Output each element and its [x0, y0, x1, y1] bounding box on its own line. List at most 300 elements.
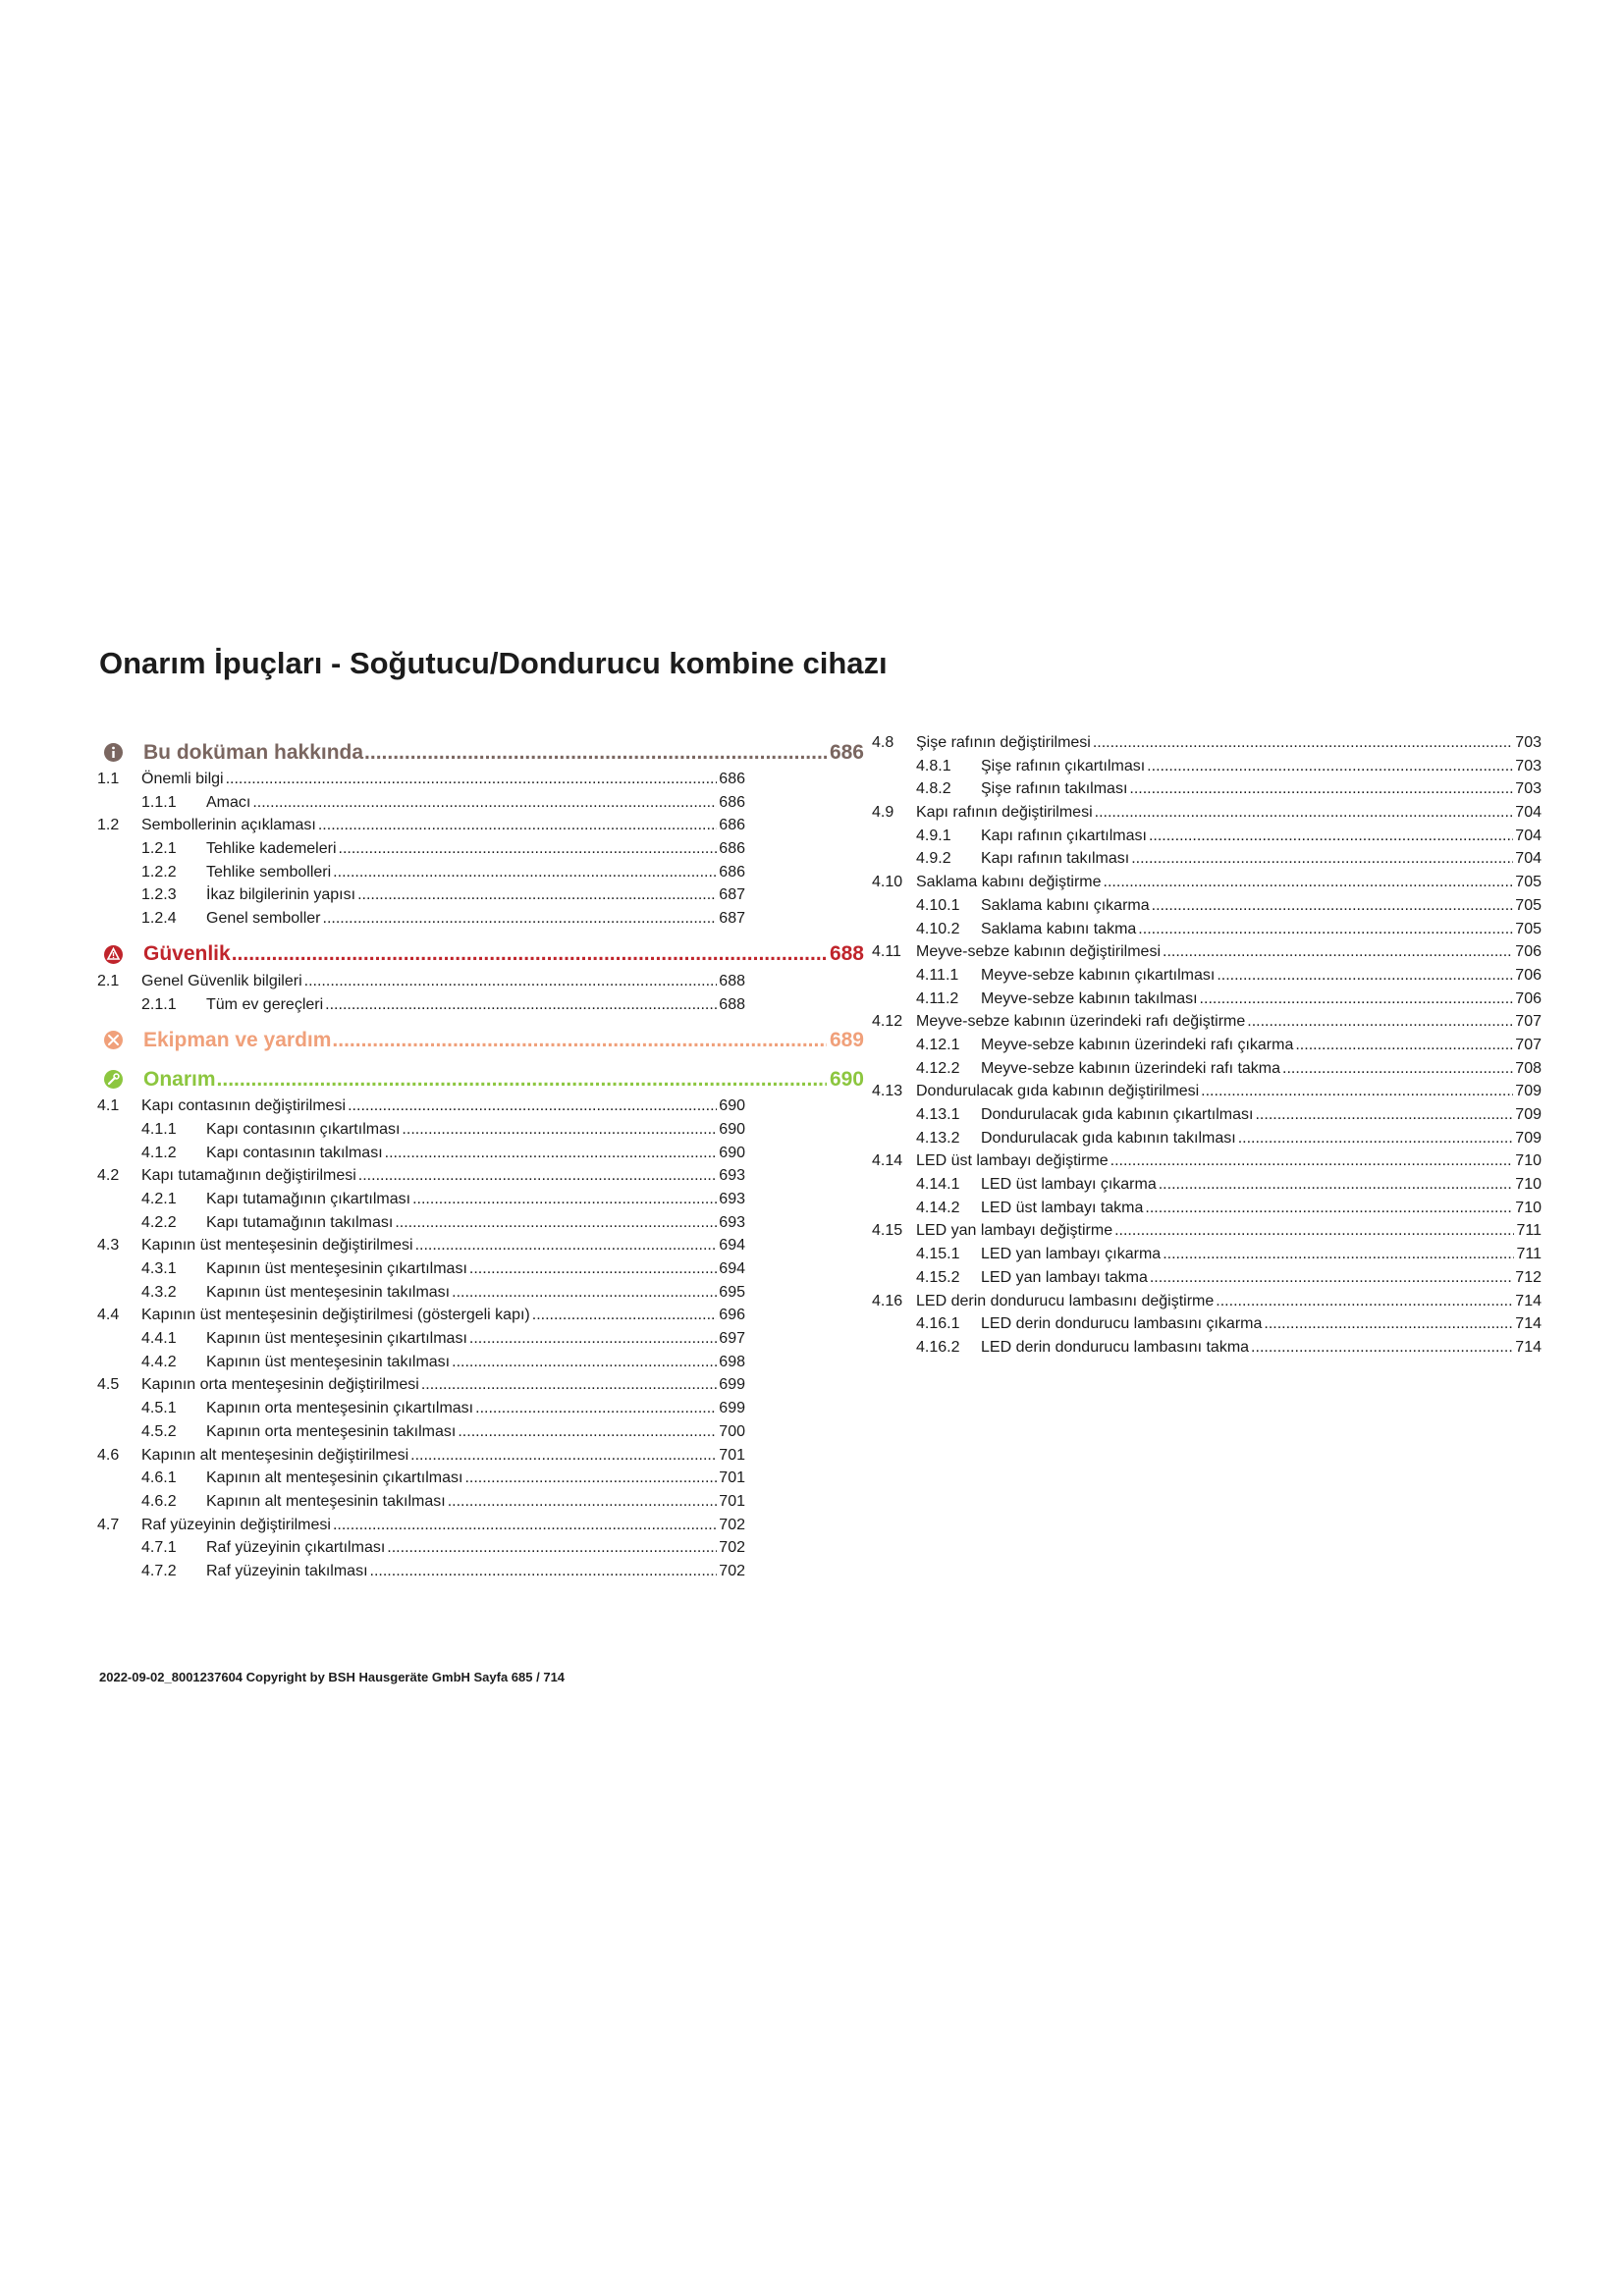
- toc-entry-number: 4.15: [872, 1222, 903, 1240]
- toc-leader-dots: [232, 942, 827, 966]
- toc-entry-title: Genel semboller: [206, 910, 321, 928]
- toc-entry-4-2-1[interactable]: [97, 1191, 745, 1214]
- toc-left-column: [97, 734, 864, 1586]
- toc-entry-4-14-1[interactable]: [872, 1176, 1542, 1200]
- toc-entry-number: 4.8: [872, 734, 894, 751]
- toc-entry-title: Kapının üst menteşesinin takılması: [206, 1353, 451, 1370]
- toc-entry-page: 711: [1516, 1246, 1542, 1263]
- toc-entry-title: Kapı contasının çıkartılması: [206, 1120, 401, 1138]
- toc-section-title: Onarım: [143, 1067, 216, 1091]
- toc-entry-page: 710: [1515, 1152, 1542, 1170]
- toc-entry-title: Meyve-sebze kabının üzerindeki rafı çıkarma: [981, 1036, 1294, 1053]
- toc-leader-dots: [1114, 1222, 1514, 1240]
- toc-entry-number: 4.12.2: [916, 1059, 960, 1077]
- toc-leader-dots: [1251, 1339, 1513, 1357]
- toc-entry-title: LED yan lambayı değiştirme: [916, 1222, 1113, 1240]
- toc-entry-4-11-1[interactable]: [872, 967, 1542, 990]
- toc-entry-title: Dondurulacak gıda kabının çıkartılması: [981, 1106, 1254, 1123]
- toc-entry-title: Kapının alt menteşesinin takılması: [206, 1492, 446, 1510]
- toc-entry-page: 704: [1515, 850, 1542, 868]
- toc-entry-4-7-2[interactable]: [97, 1563, 745, 1586]
- toc-leader-dots: [333, 864, 717, 881]
- toc-section-title: Güvenlik: [143, 942, 231, 966]
- toc-entry-number: 4.7.1: [141, 1539, 177, 1557]
- toc-entry-page: 714: [1515, 1292, 1542, 1309]
- toc-entry-4-6-2[interactable]: [97, 1493, 745, 1517]
- toc-leader-dots: [469, 1260, 717, 1278]
- toc-entry-title: Meyve-sebze kabının üzerindeki rafı takma: [981, 1059, 1281, 1077]
- toc-entry-title: Saklama kabını takma: [981, 920, 1137, 937]
- toc-entry-4-2-2[interactable]: [97, 1214, 745, 1238]
- toc-leader-dots: [1201, 1083, 1513, 1100]
- toc-entry-page: 706: [1515, 989, 1542, 1007]
- toc-entry-title: Şişe rafının değiştirilmesi: [916, 734, 1091, 751]
- toc-entry-page: 702: [719, 1539, 745, 1557]
- toc-entry-1-2-1[interactable]: [97, 840, 745, 864]
- toc-entry-4-6-1[interactable]: [97, 1469, 745, 1493]
- toc-leader-dots: [226, 771, 718, 788]
- toc-entry-page: 705: [1515, 920, 1542, 937]
- toc-entry-4-3-1[interactable]: [97, 1260, 745, 1284]
- toc-entry-number: 1.2: [97, 817, 120, 834]
- toc-entry-title: Saklama kabını değiştirme: [916, 874, 1102, 891]
- toc-entry-4-15-1[interactable]: [872, 1246, 1542, 1269]
- toc-entry-4-4[interactable]: [97, 1307, 745, 1330]
- toc-section-repair[interactable]: [97, 1061, 864, 1097]
- toc-leader-dots: [1152, 897, 1514, 915]
- toc-entry-number: 4.2: [97, 1167, 120, 1185]
- document-title: Onarım İpuçları - Soğutucu/Dondurucu kombine cihazı: [99, 646, 888, 680]
- toc-leader-dots: [1264, 1315, 1513, 1333]
- toc-entry-number: 4.8.2: [916, 780, 951, 798]
- toc-entry-number: 4.9: [872, 804, 894, 822]
- toc-entry-1-1[interactable]: [97, 771, 745, 794]
- toc-entry-title: İkaz bilgilerinin yapısı: [206, 886, 356, 904]
- toc-entry-title: Meyve-sebze kabının değiştirilmesi: [916, 943, 1161, 961]
- toc-entry-page: 688: [719, 972, 745, 989]
- toc-leader-dots: [1163, 1246, 1514, 1263]
- toc-entry-number: 4.16: [872, 1292, 903, 1309]
- warning-icon: [104, 945, 123, 964]
- toc-leader-dots: [357, 886, 717, 904]
- toc-leader-dots: [252, 794, 717, 812]
- toc-entry-number: 4.1.2: [141, 1144, 177, 1161]
- toc-leader-dots: [333, 1517, 717, 1534]
- toc-entry-title: Kapı rafının değiştirilmesi: [916, 804, 1093, 822]
- toc-entry-number: 4.3: [97, 1237, 120, 1255]
- toc-right-column: [872, 734, 1542, 1362]
- toc-entry-number: 4.3.1: [141, 1260, 177, 1277]
- toc-entry-page: 704: [1515, 827, 1542, 844]
- toc-entry-page: 706: [1515, 943, 1542, 961]
- toc-entry-number: 4.4.1: [141, 1330, 177, 1348]
- toc-entry-title: Meyve-sebze kabının takılması: [981, 989, 1198, 1007]
- toc-entry-page: 690: [719, 1097, 745, 1115]
- toc-entry-1-2[interactable]: [97, 817, 745, 840]
- toc-entry-number: 4.1.1: [141, 1120, 177, 1138]
- info-icon: [104, 743, 123, 762]
- toc-leader-dots: [1159, 1176, 1514, 1194]
- toc-leader-dots: [1095, 804, 1514, 822]
- toc-leader-dots: [1093, 734, 1513, 752]
- toc-entry-number: 4.7.2: [141, 1562, 177, 1579]
- toc-leader-dots: [1145, 1200, 1513, 1217]
- toc-leader-dots: [1295, 1037, 1513, 1054]
- toc-leader-dots: [1216, 1293, 1513, 1310]
- toc-entry-4-10-1[interactable]: [872, 897, 1542, 921]
- toc-entry-title: Tehlike kademeleri: [206, 840, 337, 858]
- toc-entry-4-15[interactable]: [872, 1222, 1542, 1246]
- toc-entry-4-9[interactable]: [872, 804, 1542, 828]
- toc-entry-4-9-2[interactable]: [872, 850, 1542, 874]
- toc-entry-1-2-2[interactable]: [97, 864, 745, 887]
- toc-entry-page: 693: [719, 1167, 745, 1185]
- toc-entry-title: Kapının orta menteşesinin çıkartılması: [206, 1400, 474, 1417]
- toc-entry-4-7-1[interactable]: [97, 1539, 745, 1563]
- toc-entry-4-15-2[interactable]: [872, 1269, 1542, 1293]
- toc-leader-dots: [1238, 1130, 1514, 1148]
- toc-entry-1-2-4[interactable]: [97, 910, 745, 934]
- toc-entry-4-16-1[interactable]: [872, 1315, 1542, 1339]
- toc-entry-title: Kapı contasının takılması: [206, 1144, 383, 1161]
- toc-entry-number: 4.14.2: [916, 1199, 960, 1216]
- toc-entry-4-14[interactable]: [872, 1152, 1542, 1176]
- toc-entry-title: LED derin dondurucu lambasını çıkarma: [981, 1315, 1263, 1333]
- toc-entry-page: 711: [1516, 1222, 1542, 1240]
- toc-entry-4-8-1[interactable]: [872, 758, 1542, 781]
- toc-leader-dots: [421, 1376, 717, 1394]
- toc-entry-4-4-1[interactable]: [97, 1330, 745, 1354]
- toc-entry-page: 703: [1515, 734, 1542, 751]
- toc-entry-page: 699: [719, 1376, 745, 1394]
- toc-leader-dots: [395, 1214, 717, 1232]
- toc-entry-4-13[interactable]: [872, 1083, 1542, 1106]
- toc-entry-number: 4.10.1: [916, 896, 960, 914]
- toc-entry-number: 4.7: [97, 1516, 120, 1533]
- toc-entry-4-13-1[interactable]: [872, 1106, 1542, 1130]
- toc-leader-dots: [1110, 1152, 1514, 1170]
- toc-entry-number: 2.1: [97, 972, 120, 989]
- toc-entry-page: 712: [1515, 1268, 1542, 1286]
- toc-entry-page: 707: [1515, 1013, 1542, 1031]
- toc-leader-dots: [1129, 780, 1513, 798]
- toc-entry-title: Kapının üst menteşesinin takılması: [206, 1283, 451, 1301]
- toc-entry-page: 706: [1515, 966, 1542, 984]
- toc-entry-2-1-1[interactable]: [97, 996, 745, 1020]
- toc-entry-title: Kapının orta menteşesinin takılması: [206, 1422, 457, 1440]
- toc-leader-dots: [364, 741, 827, 765]
- tools-icon: [104, 1031, 123, 1049]
- toc-entry-4-12-1[interactable]: [872, 1037, 1542, 1060]
- toc-entry-page: 710: [1515, 1176, 1542, 1194]
- toc-entry-title: LED derin dondurucu lambasını takma: [981, 1338, 1250, 1356]
- toc-leader-dots: [1150, 1269, 1513, 1287]
- toc-section-equipment[interactable]: [97, 1022, 864, 1058]
- toc-entry-number: 4.4.2: [141, 1353, 177, 1370]
- toc-leader-dots: [1104, 874, 1514, 891]
- toc-section-about[interactable]: [97, 734, 864, 771]
- toc-leader-dots: [412, 1191, 717, 1208]
- toc-entry-title: Dondurulacak gıda kabının değiştirilmesi: [916, 1083, 1200, 1100]
- toc-entry-title: LED yan lambayı takma: [981, 1268, 1148, 1286]
- toc-entry-number: 4.16.1: [916, 1315, 960, 1333]
- toc-entry-page: 704: [1515, 804, 1542, 822]
- toc-entry-page: 686: [719, 840, 745, 858]
- toc-entry-title: Kapı tutamağının değiştirilmesi: [141, 1167, 356, 1185]
- toc-entry-page: 686: [719, 771, 745, 787]
- toc-entry-number: 4.10: [872, 874, 903, 891]
- toc-entry-number: 4.13: [872, 1083, 903, 1100]
- toc-leader-dots: [385, 1145, 718, 1162]
- toc-entry-page: 705: [1515, 896, 1542, 914]
- toc-leader-dots: [358, 1167, 718, 1185]
- toc-entry-title: Meyve-sebze kabının çıkartılması: [981, 966, 1216, 984]
- toc-entry-title: Raf yüzeyinin çıkartılması: [206, 1539, 386, 1557]
- toc-entry-page: 709: [1515, 1129, 1542, 1147]
- toc-entry-page: 686: [719, 863, 745, 881]
- toc-entry-title: Kapı rafının takılması: [981, 850, 1130, 868]
- toc-entry-4-1-1[interactable]: [97, 1121, 745, 1145]
- toc-leader-dots: [323, 910, 718, 928]
- toc-entry-page: 705: [1515, 874, 1542, 891]
- toc-entry-title: Dondurulacak gıda kabının takılması: [981, 1129, 1236, 1147]
- toc-section-safety[interactable]: [97, 936, 864, 973]
- toc-entry-page: 697: [719, 1330, 745, 1348]
- toc-entry-number: 4.10.2: [916, 920, 960, 937]
- toc-entry-page: 714: [1515, 1315, 1542, 1333]
- toc-leader-dots: [452, 1354, 717, 1371]
- toc-entry-page: 693: [719, 1190, 745, 1207]
- toc-leader-dots: [387, 1539, 717, 1557]
- toc-entry-title: LED üst lambayı değiştirme: [916, 1152, 1109, 1170]
- toc-entry-page: 708: [1515, 1059, 1542, 1077]
- toc-leader-dots: [402, 1121, 717, 1139]
- toc-entry-title: Tehlike sembolleri: [206, 863, 332, 881]
- toc-leader-dots: [1255, 1106, 1513, 1124]
- toc-entry-page: 693: [719, 1213, 745, 1231]
- toc-entry-number: 4.2.1: [141, 1190, 177, 1207]
- toc-leader-dots: [448, 1493, 718, 1511]
- toc-entry-number: 4.5.2: [141, 1422, 177, 1440]
- toc-leader-dots: [1282, 1060, 1513, 1078]
- toc-entry-page: 694: [719, 1237, 745, 1255]
- toc-entry-page: 690: [719, 1120, 745, 1138]
- toc-entry-title: Kapının alt menteşesinin çıkartılması: [206, 1469, 463, 1487]
- toc-entry-title: Kapı contasının değiştirilmesi: [141, 1097, 347, 1115]
- toc-entry-page: 714: [1515, 1338, 1542, 1356]
- toc-entry-title: LED yan lambayı çıkarma: [981, 1246, 1162, 1263]
- toc-entry-4-8[interactable]: [872, 734, 1542, 758]
- toc-entry-number: 1.2.3: [141, 886, 177, 904]
- toc-entry-4-7[interactable]: [97, 1517, 745, 1540]
- repair-icon: [104, 1070, 123, 1089]
- toc-entry-number: 4.12: [872, 1013, 903, 1031]
- toc-entry-4-4-2[interactable]: [97, 1354, 745, 1377]
- toc-entry-page: 700: [719, 1422, 745, 1440]
- toc-entry-number: 4.5.1: [141, 1400, 177, 1417]
- toc-entry-title: Kapı rafının çıkartılması: [981, 827, 1147, 844]
- toc-leader-dots: [1131, 850, 1513, 868]
- toc-leader-dots: [332, 1029, 827, 1052]
- toc-leader-dots: [217, 1068, 827, 1092]
- toc-section-page: 690: [829, 1067, 864, 1091]
- toc-leader-dots: [325, 996, 717, 1014]
- toc-entry-title: LED üst lambayı takma: [981, 1199, 1144, 1216]
- toc-entry-number: 4.4: [97, 1307, 120, 1324]
- toc-entry-page: 694: [719, 1260, 745, 1277]
- toc-leader-dots: [318, 817, 717, 834]
- toc-entry-number: 1.2.2: [141, 863, 177, 881]
- toc-entry-4-16[interactable]: [872, 1293, 1542, 1316]
- toc-entry-number: 4.6.1: [141, 1469, 177, 1487]
- toc-entry-page: 709: [1515, 1106, 1542, 1123]
- toc-entry-number: 4.9.1: [916, 827, 951, 844]
- toc-entry-title: LED üst lambayı çıkarma: [981, 1176, 1157, 1194]
- toc-entry-number: 4.15.2: [916, 1268, 960, 1286]
- toc-leader-dots: [458, 1423, 717, 1441]
- toc-entry-page: 699: [719, 1400, 745, 1417]
- toc-entry-page: 709: [1515, 1083, 1542, 1100]
- toc-entry-page: 696: [719, 1307, 745, 1324]
- toc-entry-title: Tüm ev gereçleri: [206, 995, 324, 1013]
- toc-entry-2-1[interactable]: [97, 973, 745, 996]
- toc-entry-title: Kapı tutamağının takılması: [206, 1213, 394, 1231]
- toc-entry-page: 703: [1515, 780, 1542, 798]
- toc-entry-page: 687: [719, 886, 745, 904]
- toc-leader-dots: [348, 1097, 717, 1115]
- toc-entry-page: 701: [719, 1492, 745, 1510]
- toc-entry-4-1-2[interactable]: [97, 1145, 745, 1168]
- toc-entry-title: Kapı tutamağının çıkartılması: [206, 1190, 411, 1207]
- toc-entry-number: 4.14.1: [916, 1176, 960, 1194]
- toc-leader-dots: [1163, 943, 1513, 961]
- toc-entry-4-10[interactable]: [872, 874, 1542, 897]
- toc-entry-number: 4.14: [872, 1152, 903, 1170]
- toc-entry-4-8-2[interactable]: [872, 780, 1542, 804]
- toc-entry-4-5[interactable]: [97, 1376, 745, 1400]
- toc-entry-number: 4.13.1: [916, 1106, 960, 1123]
- toc-entry-page: 687: [719, 910, 745, 928]
- toc-entry-4-12-2[interactable]: [872, 1060, 1542, 1084]
- toc-entry-title: Kapının üst menteşesinin değiştirilmesi (göstergeli kapı): [141, 1307, 530, 1324]
- toc-entry-page: 702: [719, 1562, 745, 1579]
- toc-entry-number: 2.1.1: [141, 995, 177, 1013]
- toc-entry-1-1-1[interactable]: [97, 794, 745, 818]
- toc-entry-number: 4.12.1: [916, 1036, 960, 1053]
- toc-leader-dots: [410, 1447, 717, 1465]
- toc-leader-dots: [475, 1400, 717, 1417]
- toc-entry-number: 1.2.4: [141, 910, 177, 928]
- toc-entry-4-10-2[interactable]: [872, 921, 1542, 944]
- toc-leader-dots: [532, 1307, 718, 1324]
- toc-entry-number: 4.6: [97, 1446, 120, 1464]
- toc-entry-4-5-1[interactable]: [97, 1400, 745, 1423]
- toc-entry-title: Amacı: [206, 793, 251, 811]
- toc-entry-page: 690: [719, 1144, 745, 1161]
- toc-entry-4-3-2[interactable]: [97, 1284, 745, 1308]
- toc-entry-page: 695: [719, 1283, 745, 1301]
- toc-leader-dots: [304, 973, 718, 990]
- toc-entry-page: 710: [1515, 1199, 1542, 1216]
- toc-entry-title: Kapının alt menteşesinin değiştirilmesi: [141, 1446, 409, 1464]
- toc-entry-number: 4.2.2: [141, 1213, 177, 1231]
- toc-entry-page: 686: [719, 793, 745, 811]
- toc-entry-4-6[interactable]: [97, 1447, 745, 1470]
- toc-entry-4-3[interactable]: [97, 1237, 745, 1260]
- toc-section-page: 689: [829, 1028, 864, 1051]
- toc-entry-title: Şişe rafının takılması: [981, 780, 1128, 798]
- toc-entry-4-1[interactable]: [97, 1097, 745, 1121]
- toc-entry-number: 4.1: [97, 1097, 120, 1115]
- toc-leader-dots: [1200, 990, 1514, 1008]
- toc-entry-title: Kapının üst menteşesinin değiştirilmesi: [141, 1237, 413, 1255]
- toc-entry-number: 4.8.1: [916, 757, 951, 774]
- toc-leader-dots: [370, 1563, 718, 1580]
- toc-entry-title: Genel Güvenlik bilgileri: [141, 972, 302, 989]
- toc-entry-number: 4.3.2: [141, 1283, 177, 1301]
- toc-entry-4-5-2[interactable]: [97, 1423, 745, 1447]
- toc-entry-page: 686: [719, 817, 745, 834]
- toc-section-page: 686: [829, 740, 864, 764]
- toc-section-page: 688: [829, 942, 864, 966]
- toc-leader-dots: [464, 1469, 717, 1487]
- toc-entry-title: Raf yüzeyinin takılması: [206, 1562, 368, 1579]
- toc-entry-number: 4.13.2: [916, 1129, 960, 1147]
- toc-entry-4-12[interactable]: [872, 1013, 1542, 1037]
- toc-entry-number: 1.1: [97, 771, 120, 787]
- toc-entry-number: 4.11: [872, 943, 901, 961]
- toc-entry-4-16-2[interactable]: [872, 1339, 1542, 1362]
- toc-leader-dots: [469, 1330, 717, 1348]
- toc-entry-number: 4.16.2: [916, 1338, 960, 1356]
- toc-entry-page: 703: [1515, 757, 1542, 774]
- toc-entry-4-13-2[interactable]: [872, 1130, 1542, 1153]
- toc-entry-title: LED derin dondurucu lambasını değiştirme: [916, 1292, 1215, 1309]
- toc-entry-title: Kapının orta menteşesinin değiştirilmesi: [141, 1376, 419, 1394]
- toc-section-title: Ekipman ve yardım: [143, 1028, 332, 1051]
- toc-entry-4-11-2[interactable]: [872, 990, 1542, 1014]
- toc-entry-number: 4.11.2: [916, 989, 959, 1007]
- toc-entry-title: Saklama kabını çıkarma: [981, 896, 1150, 914]
- toc-section-title: Bu doküman hakkında: [143, 740, 364, 764]
- toc-entry-page: 707: [1515, 1036, 1542, 1053]
- toc-leader-dots: [1138, 921, 1513, 938]
- toc-entry-4-14-2[interactable]: [872, 1200, 1542, 1223]
- toc-leader-dots: [1149, 828, 1513, 845]
- toc-entry-title: Raf yüzeyinin değiştirilmesi: [141, 1516, 331, 1533]
- toc-entry-title: Kapının üst menteşesinin çıkartılması: [206, 1330, 467, 1348]
- toc-leader-dots: [1147, 758, 1513, 775]
- toc-entry-page: 701: [719, 1446, 745, 1464]
- toc-leader-dots: [452, 1284, 717, 1302]
- toc-entry-number: 1.1.1: [141, 793, 177, 811]
- toc-entry-page: 701: [719, 1469, 745, 1487]
- toc-entry-4-9-1[interactable]: [872, 828, 1542, 851]
- toc-leader-dots: [339, 840, 718, 858]
- page-footer: 2022-09-02_8001237604 Copyright by BSH Hausgeräte GmbH Sayfa 685 / 714: [99, 1670, 566, 1684]
- toc-entry-4-2[interactable]: [97, 1167, 745, 1191]
- toc-entry-number: 4.15.1: [916, 1246, 960, 1263]
- toc-entry-1-2-3[interactable]: [97, 886, 745, 910]
- toc-entry-title: Sembollerinin açıklaması: [141, 817, 316, 834]
- toc-entry-page: 702: [719, 1516, 745, 1533]
- toc-entry-number: 4.9.2: [916, 850, 951, 868]
- toc-entry-title: Meyve-sebze kabının üzerindeki rafı değiştirme: [916, 1013, 1246, 1031]
- toc-entry-page: 698: [719, 1353, 745, 1370]
- toc-entry-number: 4.6.2: [141, 1492, 177, 1510]
- toc-entry-4-11[interactable]: [872, 943, 1542, 967]
- toc-leader-dots: [415, 1237, 718, 1255]
